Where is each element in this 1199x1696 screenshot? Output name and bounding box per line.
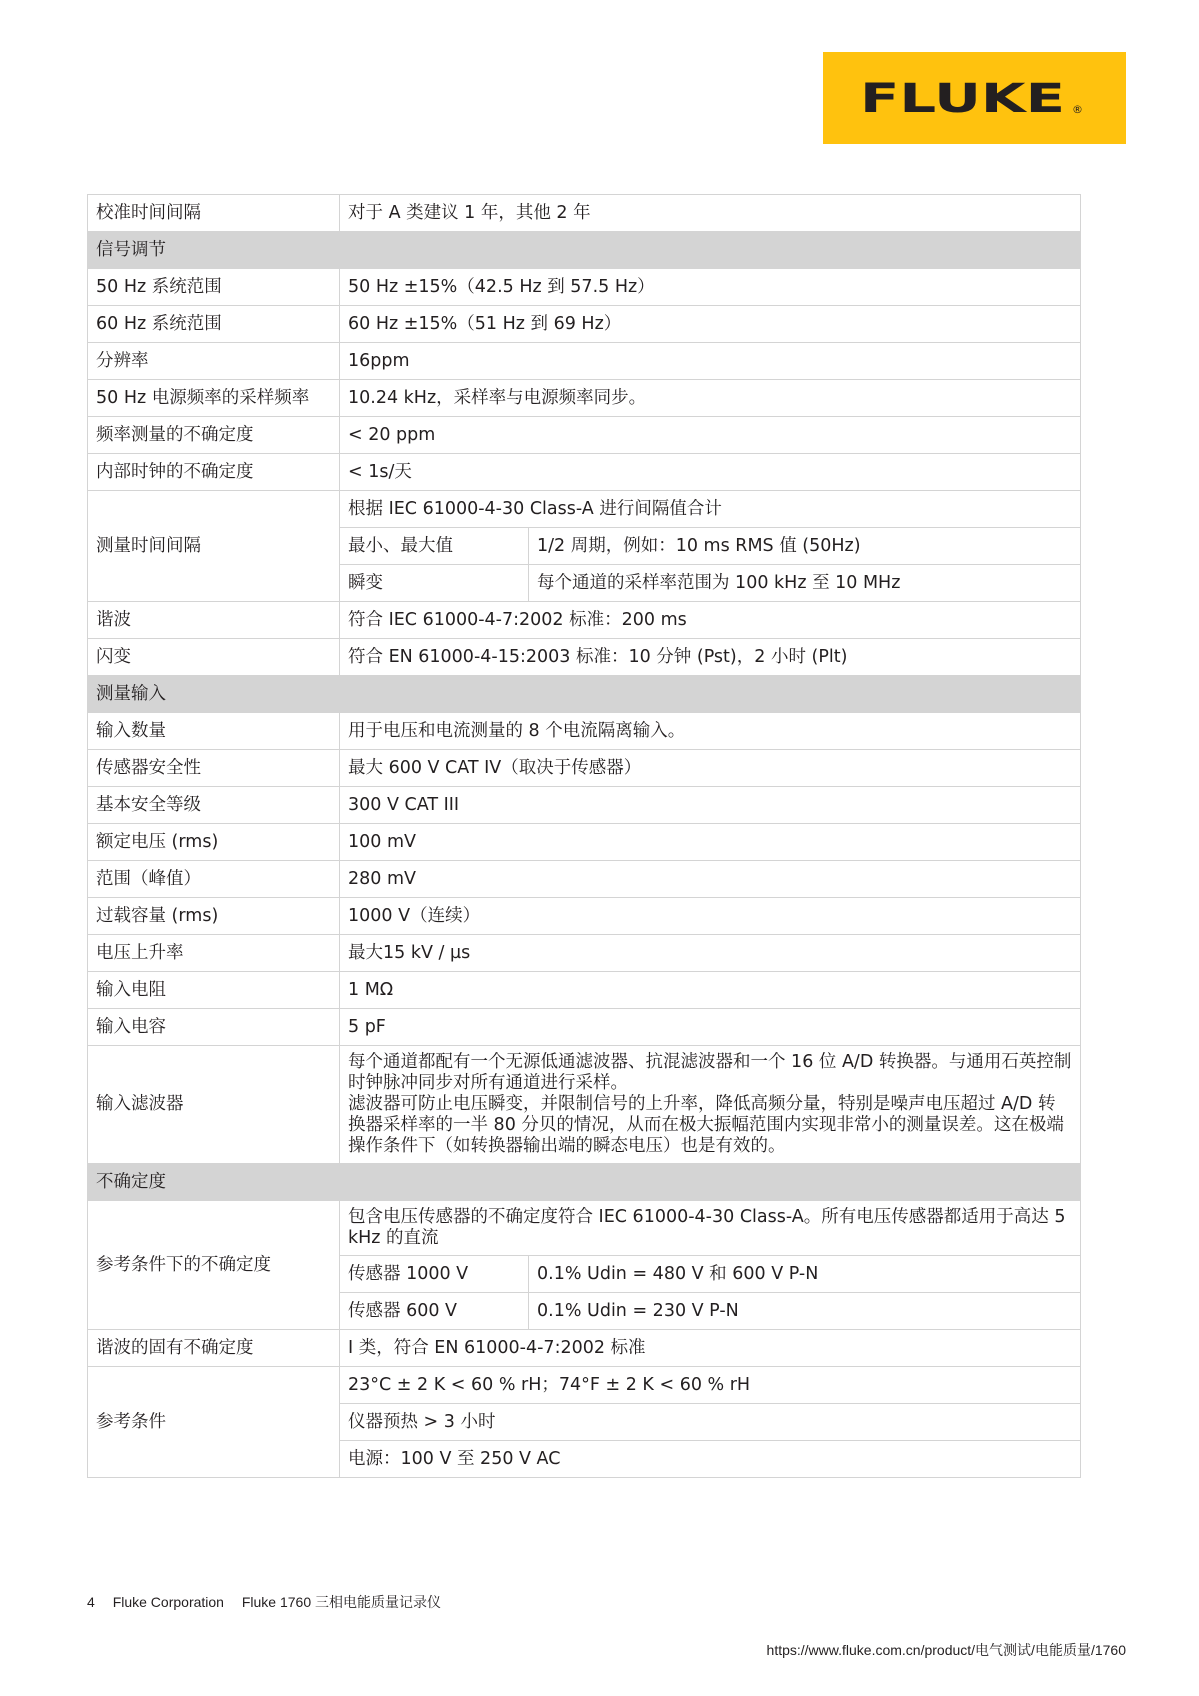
spec-value: 包含电压传感器的不确定度符合 IEC 61000-4-30 Class-A。所有电压传感器都适用于高达 5 kHz 的直流 — [340, 1201, 1081, 1256]
table-row — [88, 750, 1081, 787]
section-header-signal — [88, 232, 1081, 269]
fluke-logo — [823, 52, 1126, 144]
table-row — [88, 602, 1081, 639]
page-number: 4 — [87, 1594, 95, 1610]
spec-value: 5 pF — [340, 1009, 1081, 1046]
sub-value: 1/2 周期，例如：10 ms RMS 值 (50Hz) — [529, 528, 1081, 565]
spec-value: < 20 ppm — [340, 417, 1081, 454]
spec-label: 输入电阻 — [88, 972, 340, 1009]
spec-value: 280 mV — [340, 861, 1081, 898]
spec-label: 参考条件 — [88, 1367, 340, 1478]
spec-label: 谐波 — [88, 602, 340, 639]
table-row — [88, 787, 1081, 824]
filter-paragraph-1: 每个通道都配有一个无源低通滤波器、抗混滤波器和一个 16 位 A/D 转换器。与通用石英控制时钟脉冲同步对所有通道进行采样。 — [348, 1052, 1072, 1093]
table-row — [88, 639, 1081, 676]
spec-value: 根据 IEC 61000-4-30 Class-A 进行间隔值合计 — [340, 491, 1081, 528]
table-row — [88, 306, 1081, 343]
table-row — [88, 269, 1081, 306]
spec-value: 符合 EN 61000-4-15:2003 标准：10 分钟 (Pst)，2 小时 (Plt) — [340, 639, 1081, 676]
sub-label: 传感器 600 V — [340, 1293, 529, 1330]
spec-value: 1000 V（连续） — [340, 898, 1081, 935]
spec-value: 用于电压和电流测量的 8 个电流隔离输入。 — [340, 713, 1081, 750]
table-row — [88, 195, 1081, 232]
spec-value: 16ppm — [340, 343, 1081, 380]
table-row — [88, 1201, 1081, 1256]
spec-label: 50 Hz 系统范围 — [88, 269, 340, 306]
spec-value: 60 Hz ±15%（51 Hz 到 69 Hz） — [340, 306, 1081, 343]
spec-value: 100 mV — [340, 824, 1081, 861]
table-row — [88, 713, 1081, 750]
spec-label: 输入数量 — [88, 713, 340, 750]
table-row — [88, 861, 1081, 898]
spec-label: 过载容量 (rms) — [88, 898, 340, 935]
section-title: 信号调节 — [88, 232, 1081, 269]
table-row — [88, 972, 1081, 1009]
spec-value: 10.24 kHz，采样率与电源频率同步。 — [340, 380, 1081, 417]
table-row — [88, 417, 1081, 454]
sub-label: 瞬变 — [340, 565, 529, 602]
section-header-uncertainty — [88, 1164, 1081, 1201]
sub-value: 每个通道的采样率范围为 100 kHz 至 10 MHz — [529, 565, 1081, 602]
spec-value: 23°C ± 2 K < 60 % rH；74°F ± 2 K < 60 % rH — [340, 1367, 1081, 1404]
section-header-input — [88, 676, 1081, 713]
spec-value: 最大 600 V CAT IV（取决于传感器） — [340, 750, 1081, 787]
spec-label: 额定电压 (rms) — [88, 824, 340, 861]
spec-label: 50 Hz 电源频率的采样频率 — [88, 380, 340, 417]
section-title: 不确定度 — [88, 1164, 1081, 1201]
table-row — [88, 343, 1081, 380]
spec-value: 1 MΩ — [340, 972, 1081, 1009]
spec-value: 300 V CAT III — [340, 787, 1081, 824]
sub-value: 0.1% Udin = 480 V 和 600 V P-N — [529, 1256, 1081, 1293]
spec-label: 传感器安全性 — [88, 750, 340, 787]
sub-label: 最小、最大值 — [340, 528, 529, 565]
table-row — [88, 824, 1081, 861]
table-row — [88, 935, 1081, 972]
spec-label: 校准时间间隔 — [88, 195, 340, 232]
spec-value: I 类，符合 EN 61000-4-7:2002 标准 — [340, 1330, 1081, 1367]
spec-value: 仪器预热 > 3 小时 — [340, 1404, 1081, 1441]
spec-value: 最大15 kV / µs — [340, 935, 1081, 972]
table-row — [88, 1009, 1081, 1046]
spec-value: 50 Hz ±15%（42.5 Hz 到 57.5 Hz） — [340, 269, 1081, 306]
section-title: 测量输入 — [88, 676, 1081, 713]
spec-value: 电源：100 V 至 250 V AC — [340, 1441, 1081, 1478]
company-name: Fluke Corporation — [112, 1594, 224, 1610]
table-row — [88, 898, 1081, 935]
page-footer — [87, 1592, 455, 1612]
document-title: Fluke 1760 三相电能质量记录仪 — [241, 1594, 442, 1610]
table-row — [88, 1367, 1081, 1404]
spec-label: 闪变 — [88, 639, 340, 676]
table-row — [88, 1046, 1081, 1164]
spec-label: 测量时间间隔 — [88, 491, 340, 602]
table-row — [88, 1330, 1081, 1367]
specifications-table — [87, 194, 1081, 1478]
spec-label: 60 Hz 系统范围 — [88, 306, 340, 343]
spec-label: 参考条件下的不确定度 — [88, 1201, 340, 1330]
spec-value: 符合 IEC 61000-4-7:2002 标准：200 ms — [340, 602, 1081, 639]
spec-label: 分辨率 — [88, 343, 340, 380]
spec-label: 输入滤波器 — [88, 1046, 340, 1164]
spec-label: 基本安全等级 — [88, 787, 340, 824]
fluke-wordmark — [860, 78, 1090, 118]
table-row — [88, 380, 1081, 417]
filter-paragraph-2: 滤波器可防止电压瞬变，并限制信号的上升率，降低高频分量，特别是噪声电压超过 A/D 转换器采样率的一半 80 分贝的情况，从而在极大振幅范围内实现非常小的测量误差。这在极端操作条件下（如转换器输出端的瞬态电压）也是有效的。 — [348, 1094, 1064, 1156]
svg-text:FLUKE: FLUKE — [859, 78, 1065, 118]
spec-value-block — [340, 1046, 1081, 1164]
spec-label: 频率测量的不确定度 — [88, 417, 340, 454]
spec-label: 谐波的固有不确定度 — [88, 1330, 340, 1367]
spec-value: 对于 A 类建议 1 年，其他 2 年 — [340, 195, 1081, 232]
svg-text:®: ® — [1071, 103, 1083, 116]
spec-label: 输入电容 — [88, 1009, 340, 1046]
table-row — [88, 491, 1081, 528]
sub-label: 传感器 1000 V — [340, 1256, 529, 1293]
spec-label: 范围（峰值） — [88, 861, 340, 898]
table-row — [88, 454, 1081, 491]
product-url-link[interactable]: https://www.fluke.com.cn/product/电气测试/电能质量/1760 — [766, 1642, 1126, 1658]
spec-value: < 1s/天 — [340, 454, 1081, 491]
spec-label: 电压上升率 — [88, 935, 340, 972]
spec-label: 内部时钟的不确定度 — [88, 454, 340, 491]
sub-value: 0.1% Udin = 230 V P-N — [529, 1293, 1081, 1330]
